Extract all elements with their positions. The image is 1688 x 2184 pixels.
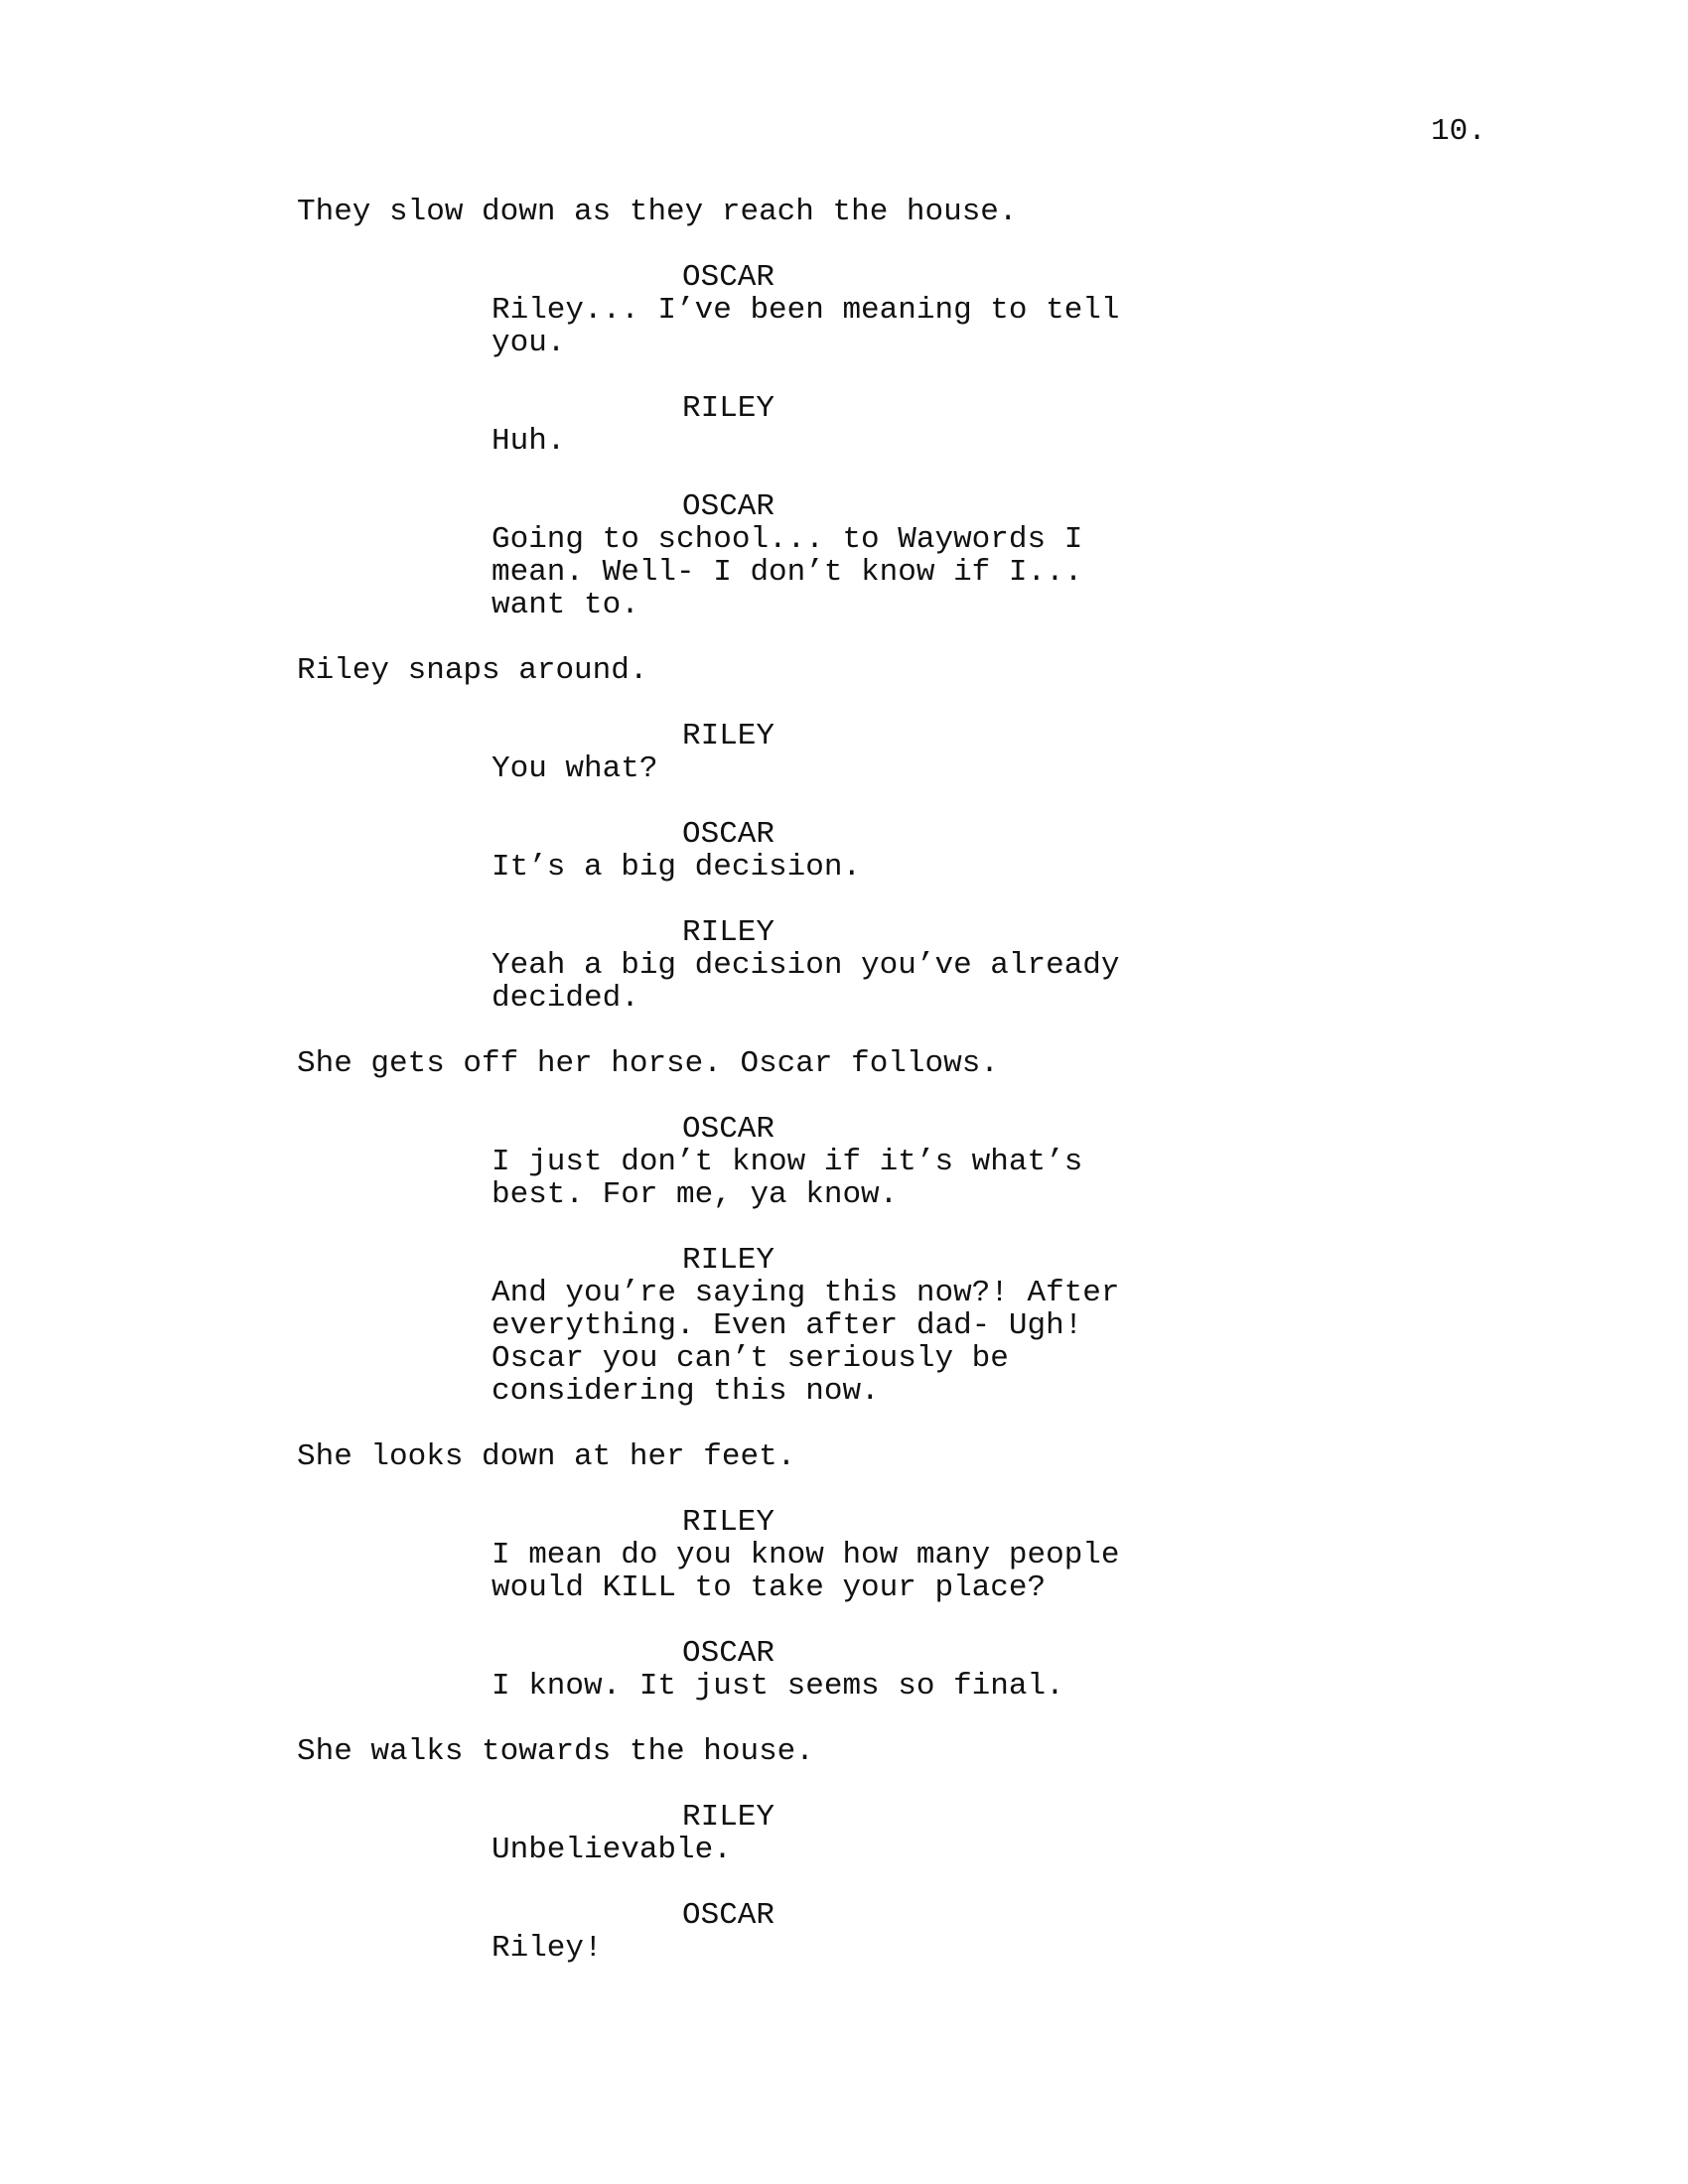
dialogue-text xyxy=(297,949,1177,1015)
dialogue-text xyxy=(297,1932,1177,1965)
dialogue-line: Huh. xyxy=(492,424,566,459)
character-name: RILEY xyxy=(682,1800,775,1835)
dialogue-block xyxy=(297,261,1429,359)
dialogue-line: You what? xyxy=(492,751,658,786)
dialogue-text xyxy=(297,851,1177,884)
character-name: OSCAR xyxy=(682,1636,775,1671)
dialogue-block xyxy=(297,1637,1429,1703)
dialogue-line: mean. Well- I don’t know if I... xyxy=(492,555,1083,590)
dialogue-line: would KILL to take your place? xyxy=(492,1570,1047,1605)
dialogue-block xyxy=(297,916,1429,1015)
dialogue-line: Unbelievable. xyxy=(492,1833,732,1867)
dialogue-line: Riley! xyxy=(492,1931,603,1966)
action-line: Riley snaps around. xyxy=(297,653,648,688)
script-body xyxy=(297,196,1429,1997)
dialogue-text xyxy=(297,425,1177,458)
character-name: RILEY xyxy=(682,1243,775,1278)
character-name: OSCAR xyxy=(682,489,775,524)
dialogue-block xyxy=(297,392,1429,458)
character-name: OSCAR xyxy=(682,1112,775,1147)
dialogue-line: considering this now. xyxy=(492,1374,880,1409)
dialogue-block xyxy=(297,1801,1429,1866)
dialogue-block xyxy=(297,1506,1429,1604)
dialogue-block xyxy=(297,1113,1429,1211)
dialogue-block xyxy=(297,818,1429,884)
action-line: They slow down as they reach the house. xyxy=(297,195,1018,229)
page-number: 10. xyxy=(1431,114,1486,149)
action-line: She looks down at her feet. xyxy=(297,1439,796,1474)
character-name: OSCAR xyxy=(682,260,775,295)
character-name: OSCAR xyxy=(682,817,775,852)
dialogue-block xyxy=(297,490,1429,621)
character-name: RILEY xyxy=(682,391,775,426)
dialogue-line: I mean do you know how many people xyxy=(492,1538,1120,1572)
dialogue-line: want to. xyxy=(492,588,639,622)
dialogue-line: everything. Even after dad- Ugh! xyxy=(492,1308,1083,1343)
dialogue-text xyxy=(297,1277,1177,1408)
dialogue-line: you. xyxy=(492,326,566,360)
character-name: RILEY xyxy=(682,915,775,950)
action-line: She walks towards the house. xyxy=(297,1734,814,1769)
character-name: RILEY xyxy=(682,1505,775,1540)
action-line: She gets off her horse. Oscar follows. xyxy=(297,1046,999,1081)
dialogue-text xyxy=(297,294,1177,359)
dialogue-line: Oscar you can’t seriously be xyxy=(492,1341,1009,1376)
dialogue-block xyxy=(297,1899,1429,1965)
dialogue-line: Going to school... to Waywords I xyxy=(492,522,1083,557)
dialogue-line: decided. xyxy=(492,981,639,1016)
dialogue-line: Yeah a big decision you’ve already xyxy=(492,948,1120,983)
character-name: RILEY xyxy=(682,719,775,753)
dialogue-line: It’s a big decision. xyxy=(492,850,862,885)
character-name: OSCAR xyxy=(682,1898,775,1933)
dialogue-line: I know. It just seems so final. xyxy=(492,1669,1064,1704)
dialogue-block xyxy=(297,720,1429,785)
dialogue-text xyxy=(297,1834,1177,1866)
dialogue-line: Riley... I’ve been meaning to tell xyxy=(492,293,1120,328)
dialogue-text xyxy=(297,523,1177,621)
dialogue-text xyxy=(297,1670,1177,1703)
dialogue-text xyxy=(297,1146,1177,1211)
dialogue-line: best. For me, ya know. xyxy=(492,1177,899,1212)
dialogue-block xyxy=(297,1244,1429,1408)
dialogue-line: I just don’t know if it’s what’s xyxy=(492,1145,1083,1179)
dialogue-line: And you’re saying this now?! After xyxy=(492,1276,1120,1310)
dialogue-text xyxy=(297,1539,1177,1604)
dialogue-text xyxy=(297,752,1177,785)
